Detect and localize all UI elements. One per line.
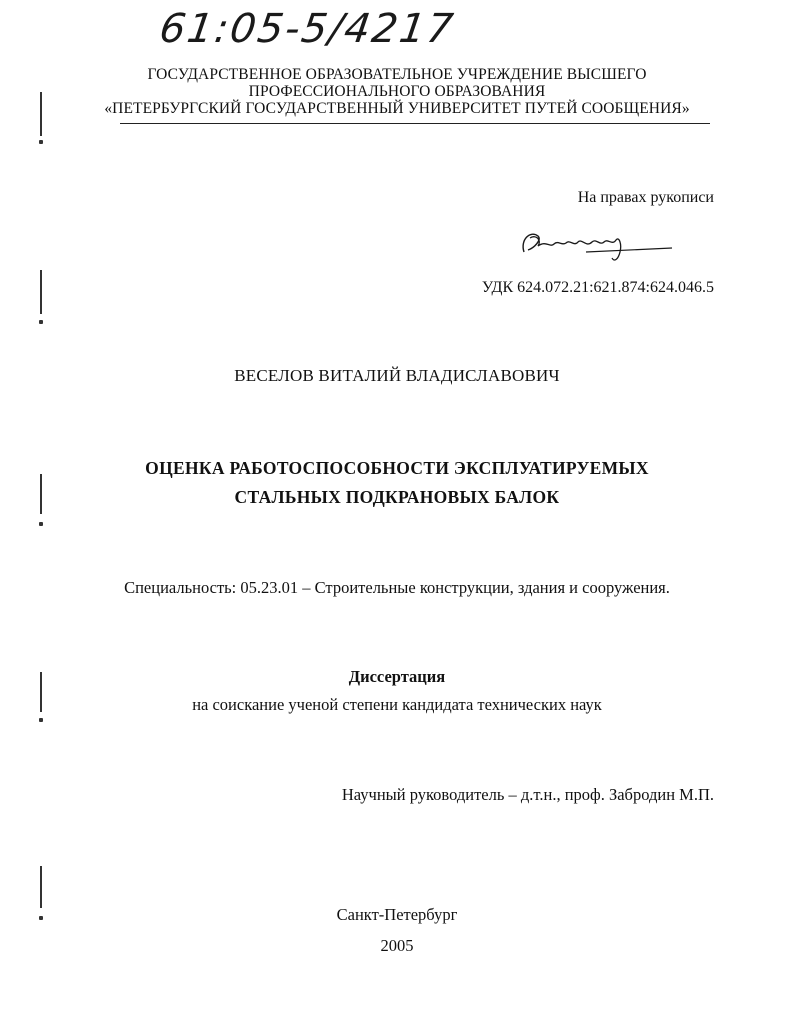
supervisor: Научный руководитель – д.т.н., проф. Забродин М.П. <box>341 785 714 804</box>
udk-code: УДК 624.072.21:621.874:624.046.5 <box>481 279 714 296</box>
binding-mark <box>36 92 48 148</box>
binding-mark <box>36 270 48 328</box>
institution-line-3: «ПЕТЕРБУРГСКИЙ ГОСУДАРСТВЕННЫЙ УНИВЕРСИТЕТ ПУТЕЙ СООБЩЕНИЯ» <box>104 100 690 117</box>
dissertation-heading: Диссертация <box>348 667 446 686</box>
author-signature <box>516 222 676 268</box>
binding-mark <box>36 474 48 530</box>
institution-line-2: ПРОФЕССИОНАЛЬНОГО ОБРАЗОВАНИЯ <box>248 83 546 100</box>
thesis-title-line-2: СТАЛЬНЫХ ПОДКРАНОВЫХ БАЛОК <box>234 487 560 507</box>
city: Санкт-Петербург <box>336 905 458 924</box>
thesis-title-line-1: ОЦЕНКА РАБОТОСПОСОБНОСТИ ЭКСПЛУАТИРУЕМЫХ <box>145 458 649 478</box>
header-divider <box>120 123 710 124</box>
dissertation-degree: на соискание ученой степени кандидата технических наук <box>192 695 602 714</box>
archive-code: 61:05-5/4217 <box>156 6 458 52</box>
year: 2005 <box>380 936 414 955</box>
manuscript-note: На правах рукописи <box>577 189 714 206</box>
binding-mark <box>36 672 48 724</box>
specialty: Специальность: 05.23.01 – Строительные конструкции, здания и сооружения. <box>124 578 670 597</box>
author-name: ВЕСЕЛОВ ВИТАЛИЙ ВЛАДИСЛАВОВИЧ <box>234 366 560 385</box>
institution-line-1: ГОСУДАРСТВЕННОЕ ОБРАЗОВАТЕЛЬНОЕ УЧРЕЖДЕНИЕ ВЫСШЕГО <box>147 66 647 83</box>
binding-mark <box>36 866 48 922</box>
